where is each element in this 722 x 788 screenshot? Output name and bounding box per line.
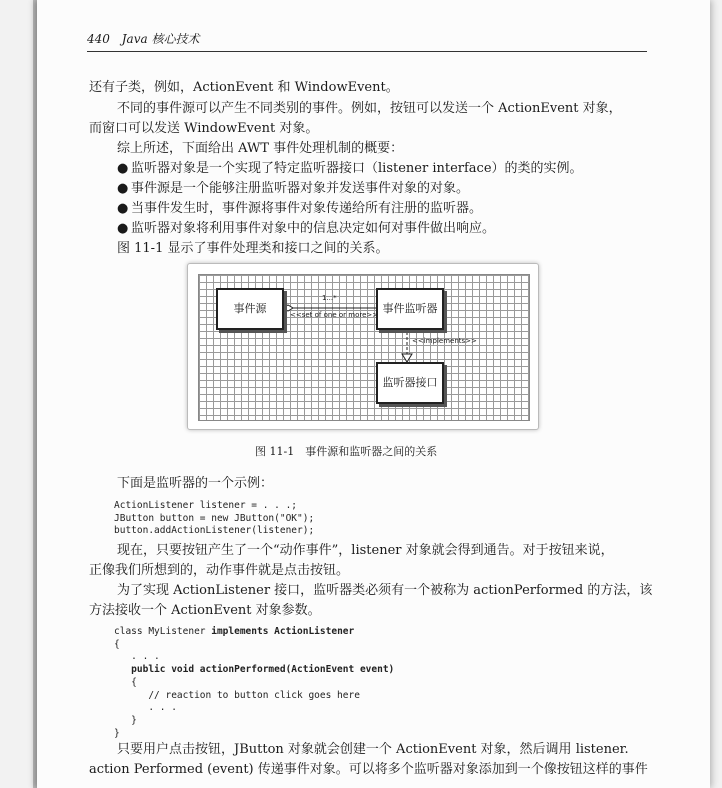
code-line: ActionListener listener = . . .; (114, 500, 298, 511)
list-item: ● 事件源是一个能够注册监听器对象并发送事件对象的对象。 (117, 179, 469, 199)
code-block (114, 626, 394, 740)
paragraph: 为了实现 ActionListener 接口，监听器类必须有一个被称为 actionPerformed 的方法，该 (117, 583, 653, 598)
list-item: ● 监听器对象将利用事件对象中的信息决定如何对事件做出响应。 (117, 219, 495, 239)
book-page (37, 0, 710, 788)
code-line: { (114, 676, 137, 688)
code-line: // reaction to button click goes here (114, 689, 360, 701)
event-source-box: 事件源 (216, 288, 284, 330)
code-line: button.addActionListener(listener); (114, 525, 315, 537)
figure-caption: 图 11-1 事件源和监听器之间的关系 (255, 445, 438, 458)
code-line: class MyListener implements ActionListener (114, 626, 355, 637)
paragraph: 方法接收一个 ActionEvent 对象参数。 (89, 603, 321, 618)
bullet-icon: ● (117, 201, 129, 216)
code-line: . . . (114, 702, 177, 714)
multiplicity-label: 1...* (322, 294, 337, 302)
paragraph: 只要用户点击按钮，JButton 对象就会创建一个 ActionEvent 对象，然后调用 listener. (117, 742, 629, 757)
code-line: { (114, 638, 120, 650)
paragraph: 下面是监听器的一个示例： (117, 476, 274, 491)
book-title: Java 核心技术 (121, 32, 200, 46)
bullet-icon: ● (117, 161, 129, 176)
association-label: <<set of one or more>> (290, 311, 379, 319)
figure-diagram (187, 263, 539, 430)
listener-interface-box: 监听器接口 (376, 362, 444, 404)
event-listener-box: 事件监听器 (376, 288, 444, 330)
running-header (87, 30, 647, 52)
code-line: public void actionPerformed(ActionEvent event) (114, 664, 395, 676)
paragraph: 图 11-1 显示了事件处理类和接口之间的关系。 (117, 241, 389, 256)
page-number: 440 (87, 32, 110, 46)
code-line: . . . (114, 651, 160, 663)
list-item: ● 监听器对象是一个实现了特定监听器接口（listener interface）的类的实例。 (117, 159, 583, 179)
paragraph: 还有子类，例如，ActionEvent 和 WindowEvent。 (89, 80, 399, 95)
implements-label: <<implements>> (412, 337, 477, 345)
paragraph: 而窗口可以发送 WindowEvent 对象。 (89, 121, 319, 136)
bullet-icon: ● (117, 181, 129, 196)
paragraph: 综上所述，下面给出 AWT 事件处理机制的概要： (117, 141, 404, 156)
paragraph: action Performed (event) 传递事件对象。可以将多个监听器对象添加到一个像按钮这样的事件 (89, 762, 648, 777)
paragraph: 现在，只要按钮产生了一个“动作事件”，listener 对象就会得到通告。对于按钮来说， (117, 543, 614, 558)
code-line: } (114, 727, 120, 739)
code-line: } (114, 714, 137, 726)
paragraph: 正像我们所想到的，动作事件就是点击按钮。 (89, 563, 350, 578)
list-item: ● 当事件发生时，事件源将事件对象传递给所有注册的监听器。 (117, 199, 482, 219)
code-block (114, 500, 314, 538)
paragraph: 不同的事件源可以产生不同类别的事件。例如，按钮可以发送一个 ActionEvent 对象， (117, 101, 622, 116)
bullet-icon: ● (117, 221, 129, 236)
code-line: JButton button = new JButton("OK"); (114, 512, 315, 524)
